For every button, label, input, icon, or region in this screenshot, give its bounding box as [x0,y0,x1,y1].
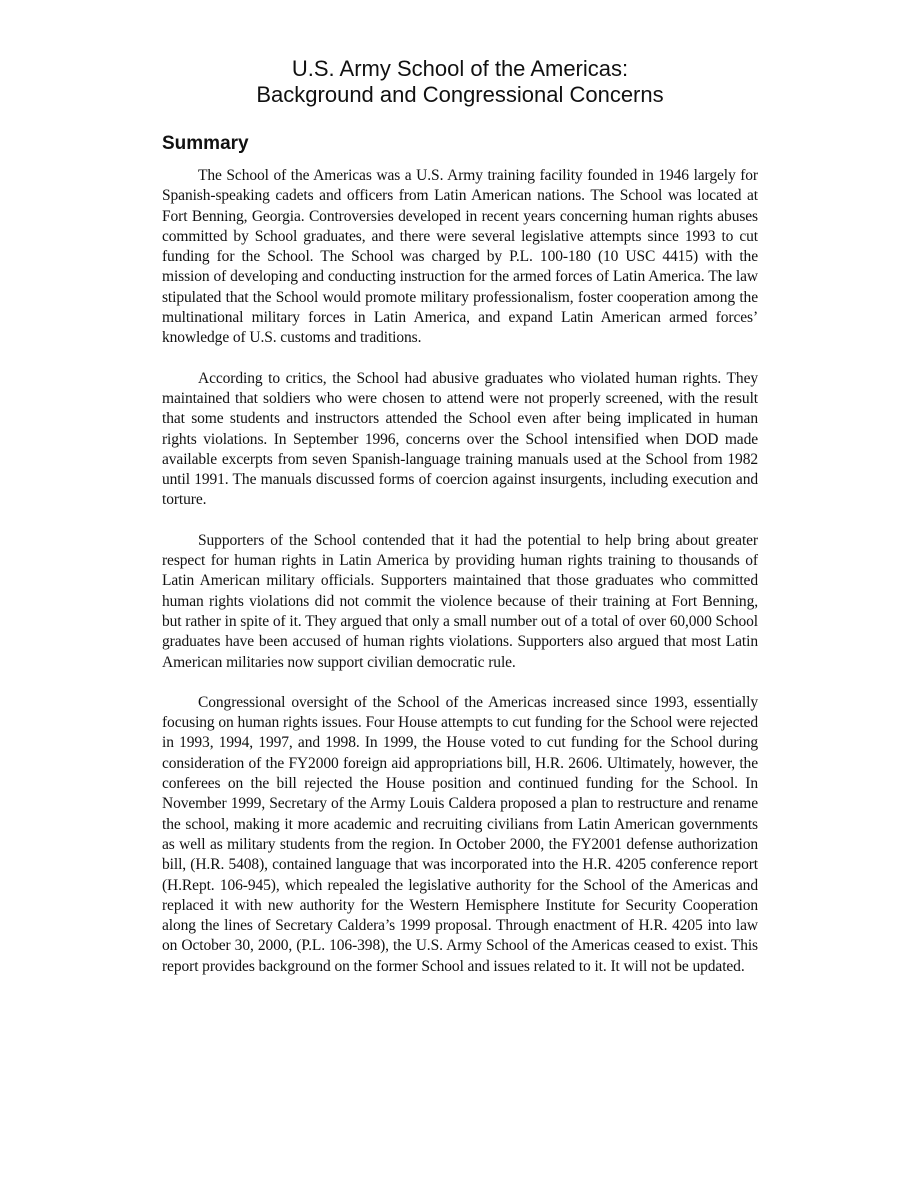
title-line-1: U.S. Army School of the Americas: [291,56,629,81]
title-line-2: Background and Congressional Concerns [256,82,664,107]
document-title [162,56,758,108]
summary-paragraph-4: Congressional oversight of the School of the Americas increased since 1993, essentially focusing on human rights issues. Four House attempts to cut funding for the School were rejected in 1993, 1994, 1997, and 1998. In 1999, the House voted to cut funding for the School during consideration of the FY2000 foreign aid appropriations bill, H.R. 2606. Ultimately, however, the conferees on the bill rejected the House position and continued funding for the School. In November 1999, Secretary of the Army Louis Caldera proposed a plan to restructure and rename the school, making it more academic and recruiting civilians from Latin American governments as well as military students from the region. In October 2000, the FY2001 defense authorization bill, (H.R. 5408), contained language that was incorporated into the H.R. 4205 conference report (H.Rept. 106-945), which repealed the legislative authority for the School of the Americas and replaced it with new authority for the Western Hemisphere Institute for Security Cooperation along the lines of Secretary Caldera’s 1999 proposal. Through enactment of H.R. 4205 into law on October 30, 2000, (P.L. 106-398), the U.S. Army School of the Americas ceased to exist. This report provides background on the former School and issues related to it. It will not be updated. [162,693,758,975]
summary-paragraph-2: According to critics, the School had abusive graduates who violated human rights. They maintained that soldiers who were chosen to attend were not properly screened, with the result that some students and instructors attended the School even after being implicated in human rights violations. In September 1996, concerns over the School intensified when DOD made available excerpts from seven Spanish-language training manuals used at the School from 1982 until 1991. The manuals discussed forms of coercion against insurgents, including execution and torture. [162,369,758,509]
summary-paragraph-3: Supporters of the School contended that it had the potential to help bring about greater respect for human rights in Latin America by providing human rights training to thousands of Latin American military officials. Supporters maintained that those graduates who committed human rights violations did not commit the violence because of their training at Fort Benning, but rather in spite of it. They argued that only a small number out of a total of over 60,000 School graduates have been accused of human rights violations. Supporters also argued that most Latin American militaries now support civilian democratic rule. [162,531,758,671]
summary-paragraph-1: The School of the Americas was a U.S. Army training facility founded in 1946 largely for Spanish-speaking cadets and officers from Latin American nations. The School was located at Fort Benning, Georgia. Controversies developed in recent years concerning human rights abuses committed by School graduates, and there were several legislative attempts since 1993 to cut funding for the School. The School was charged by P.L. 100-180 (10 USC 4415) with the mission of developing and conducting instruction for the armed forces of Latin America. The law stipulated that the School would promote military professionalism, foster cooperation among the multinational military forces in Latin America, and expand Latin American armed forces’ knowledge of U.S. customs and traditions. [162,167,758,347]
document-page [162,0,758,977]
section-heading-summary: Summary [162,133,249,154]
